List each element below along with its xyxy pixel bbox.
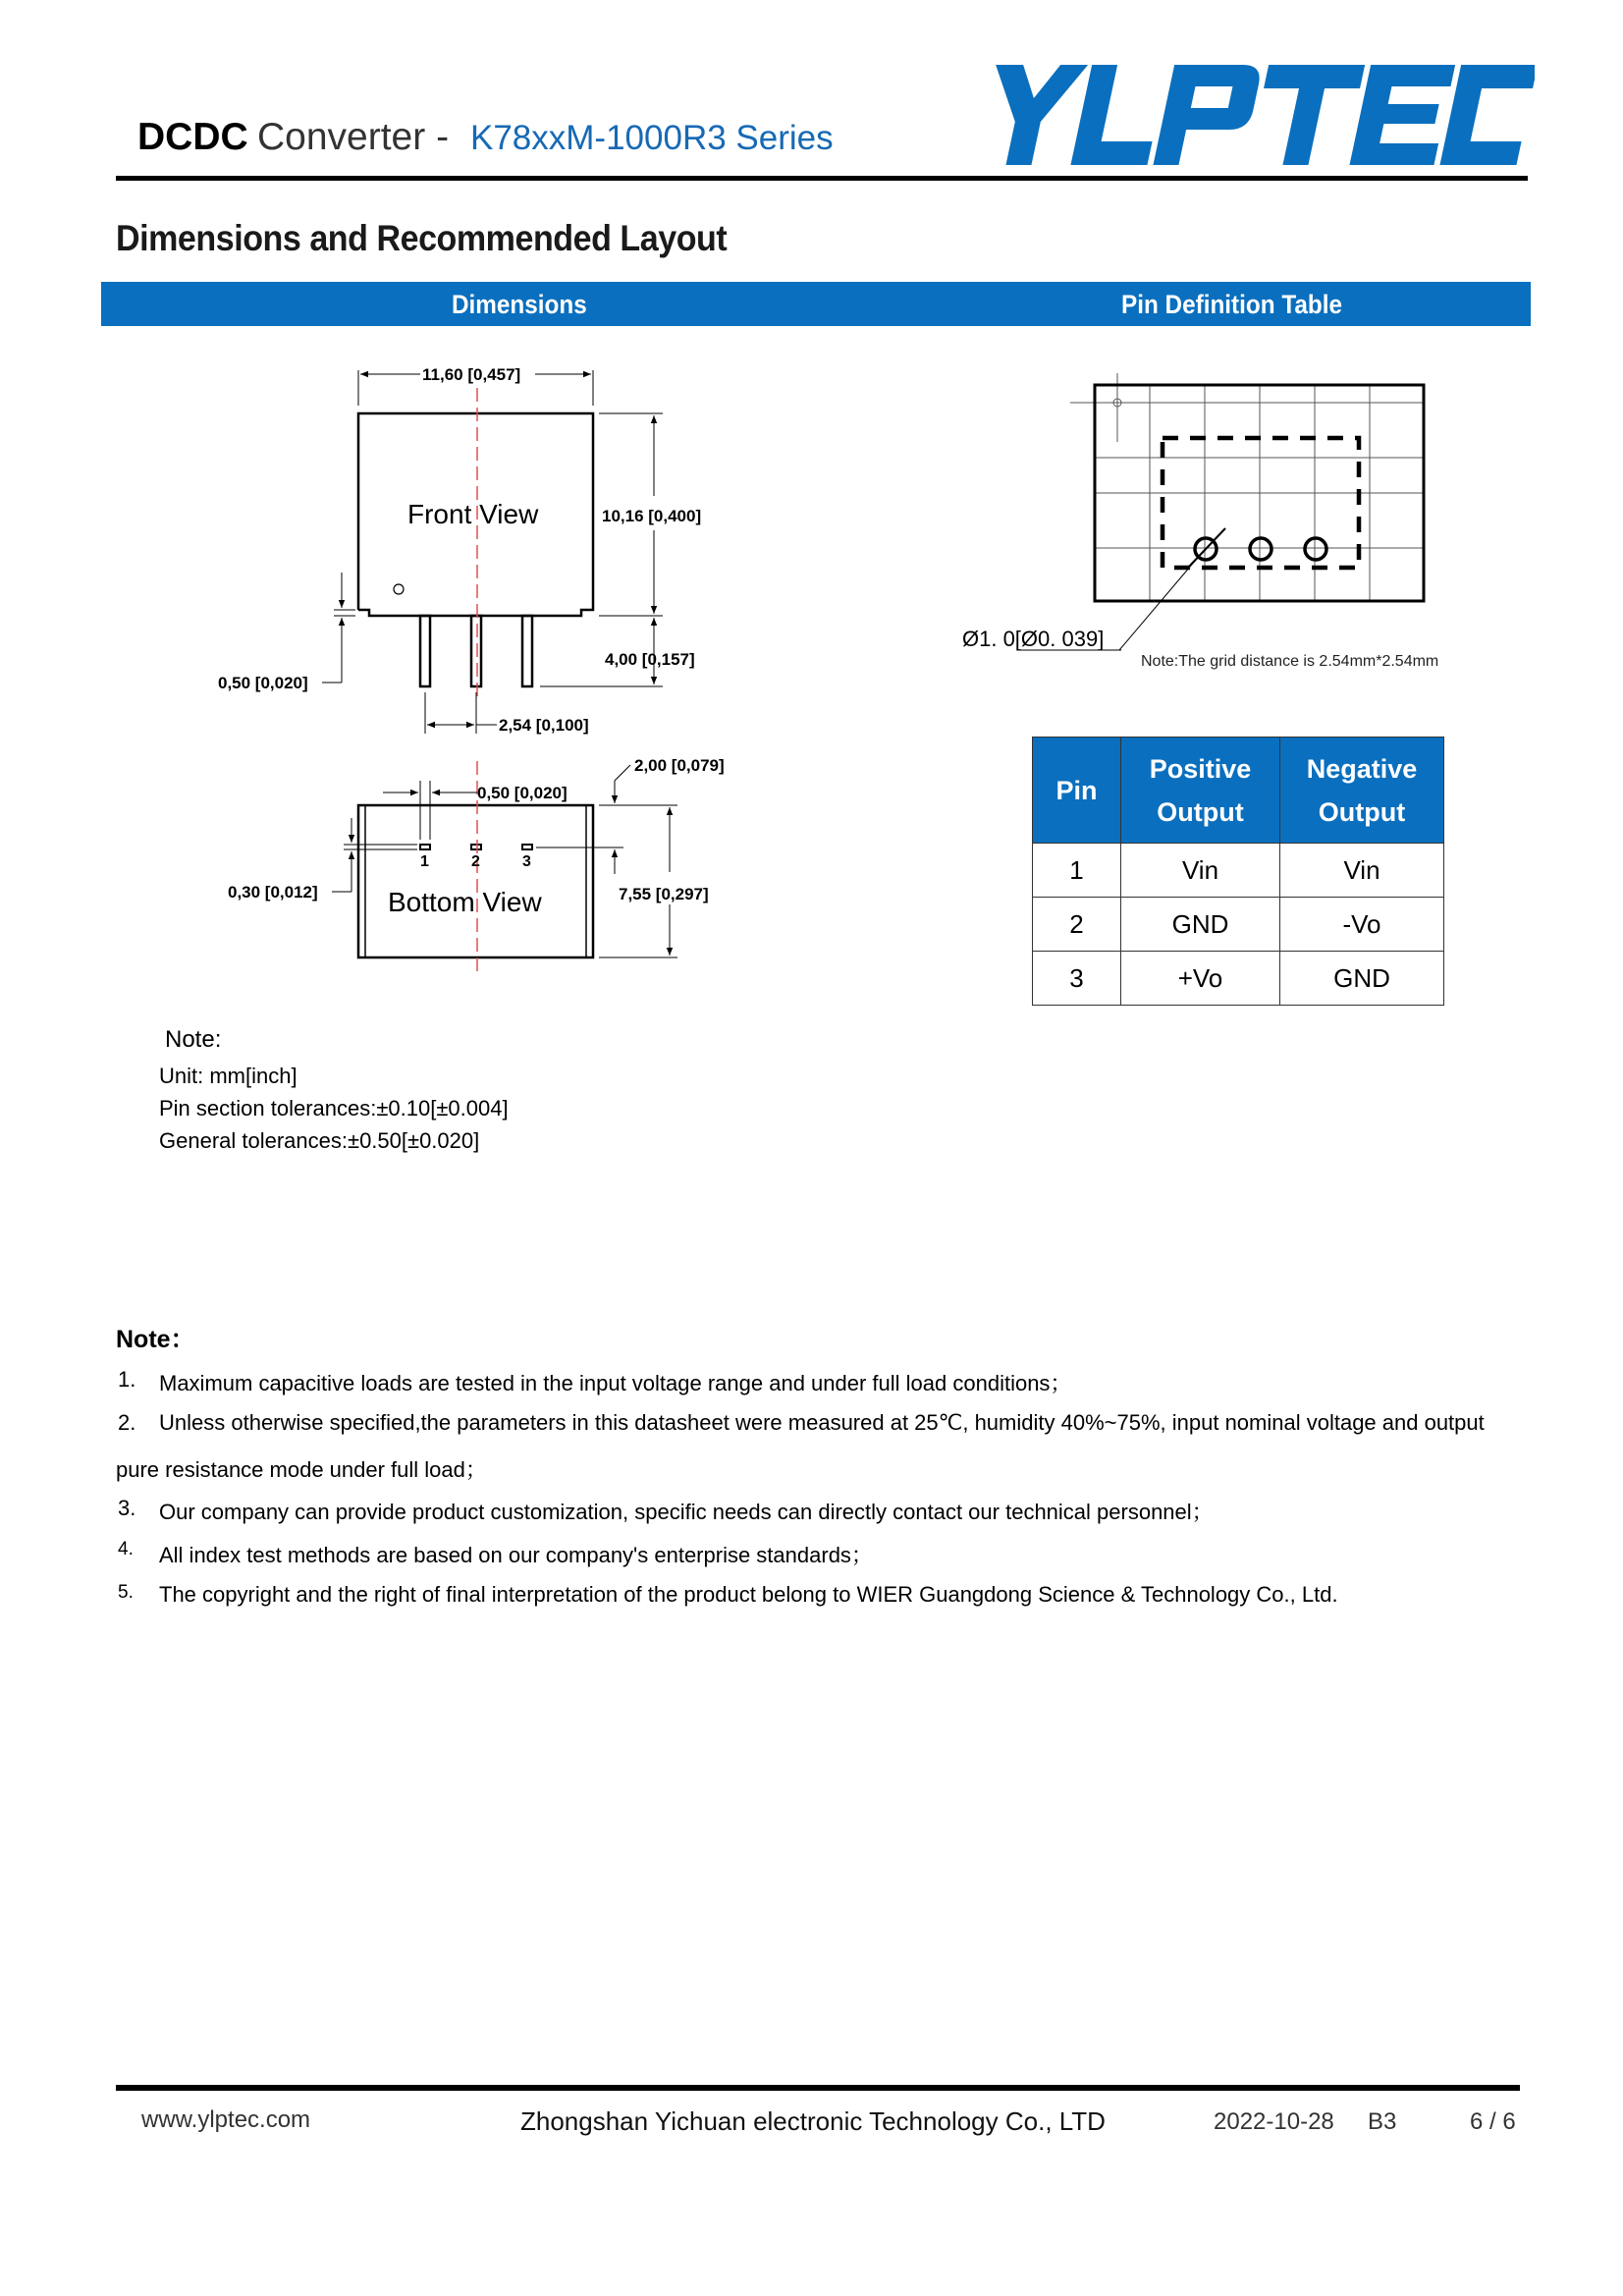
header-product-prefix: DCDC [137,116,248,158]
negative-header-line-2: Output [1318,796,1406,827]
general-notes-title: Note： [116,1326,195,1353]
table-row [1033,844,1444,898]
footer-company: Zhongshan Yichuan electronic Technology Co., LTD [520,2106,1106,2136]
positive-header-line-2: Output [1157,796,1244,827]
dimension-note-general-tolerance: General tolerances:±0.50[±0.020] [159,1128,480,1153]
note-text: Our company can provide product customization, specific needs can directly contact our technical personnel； [159,1500,1214,1524]
dim-height-label: 10,16 [0,400] [602,507,702,525]
table-row [1033,898,1444,952]
pin-number-1: 1 [420,853,429,870]
front-view-outline [358,388,593,697]
note-text: Maximum capacitive loads are tested in the input voltage range and under full load conditions； [159,1371,1072,1395]
ylptec-logo-graphic [975,61,1535,169]
dim-standoff-label: 0,50 [0,020] [218,674,308,692]
band-label-dimensions: Dimensions [452,290,587,319]
negative-output-cell: Vin [1280,844,1444,898]
band-label-pin-definition: Pin Definition Table [1121,290,1343,319]
positive-header-line-1: Positive [1149,753,1252,784]
note-number: 4. [118,1539,134,1559]
bottom-view-label: Bottom View [388,887,542,917]
positive-output-cell: +Vo [1121,952,1280,1006]
note-text: The copyright and the right of final interpretation of the product belong to WIER Guangdong Science & Technology Co., Ltd. [159,1582,1338,1607]
positive-output-cell: Vin [1121,844,1280,898]
footer-revision: B3 [1368,2108,1397,2135]
negative-output-cell: GND [1280,952,1444,1006]
footer-rule [116,2085,1520,2091]
pin-cell: 3 [1033,952,1121,1006]
section-title: Dimensions and Recommended Layout [116,218,728,258]
pin-definition-table [1032,737,1444,1006]
note-number: 3. [118,1496,136,1520]
positive-output-cell: GND [1121,898,1280,952]
pin-header-line: Pin [1055,775,1098,805]
dimension-note-title: Note: [165,1026,222,1053]
note-number: 1. [118,1367,136,1392]
note-number: 5. [118,1582,134,1603]
pin-table-header-negative [1280,738,1444,844]
grid-distance-note: Note:The grid distance is 2.54mm*2.54mm [1141,653,1439,670]
section-band [101,282,1531,326]
dim-pin-width-label: 0,50 [0,020] [477,784,568,802]
negative-header-line-1: Negative [1306,753,1418,784]
dim-pin-thickness-label: 0,30 [0,012] [228,883,318,902]
header-rule [116,176,1528,181]
dimension-note-unit: Unit: mm[inch] [159,1064,298,1088]
pin-number-2: 2 [471,853,480,870]
hole-diameter-label: Ø1. 0[Ø0. 039] [962,627,1105,651]
footer-website-link[interactable]: www.ylptec.com [141,2106,311,2133]
footer-date: 2022-10-28 [1214,2108,1334,2135]
recommended-layout-drawing [952,373,1502,692]
pin-cell: 1 [1033,844,1121,898]
negative-output-cell: -Vo [1280,898,1444,952]
header-product-type: Converter - [257,116,450,158]
note-text: Unless otherwise specified,the parameters in this datasheet were measured at 25℃, humidity 40%~75%, input nominal voltage and output [159,1410,1485,1435]
note-text-continuation: pure resistance mode under full load； [116,1457,487,1482]
header-series: K78xxM-1000R3 Series [470,119,834,157]
front-view-label: Front View [407,499,539,529]
pin-table-header-pin [1033,738,1121,844]
note-number: 2. [118,1410,136,1435]
note-text: All index test methods are based on our company's enterprise standards； [159,1543,873,1567]
dim-pitch-label: 2,54 [0,100] [499,716,589,735]
table-row [1033,952,1444,1006]
brand-logo [975,61,1535,174]
dimension-note-pin-tolerance: Pin section tolerances:±0.10[±0.004] [159,1096,509,1121]
dim-pin-length-label: 4,00 [0,157] [605,650,695,669]
dimension-drawing [206,349,756,1002]
footer-page-number: 6 / 6 [1470,2108,1516,2135]
pin-table-header-positive [1121,738,1280,844]
dim-width-label: 11,60 [0,457] [422,365,521,384]
pin-number-3: 3 [522,853,531,870]
pin-cell: 2 [1033,898,1121,952]
dim-pin-offset-label: 2,00 [0,079] [634,756,725,775]
dim-thickness-label: 7,55 [0,297] [619,885,709,903]
